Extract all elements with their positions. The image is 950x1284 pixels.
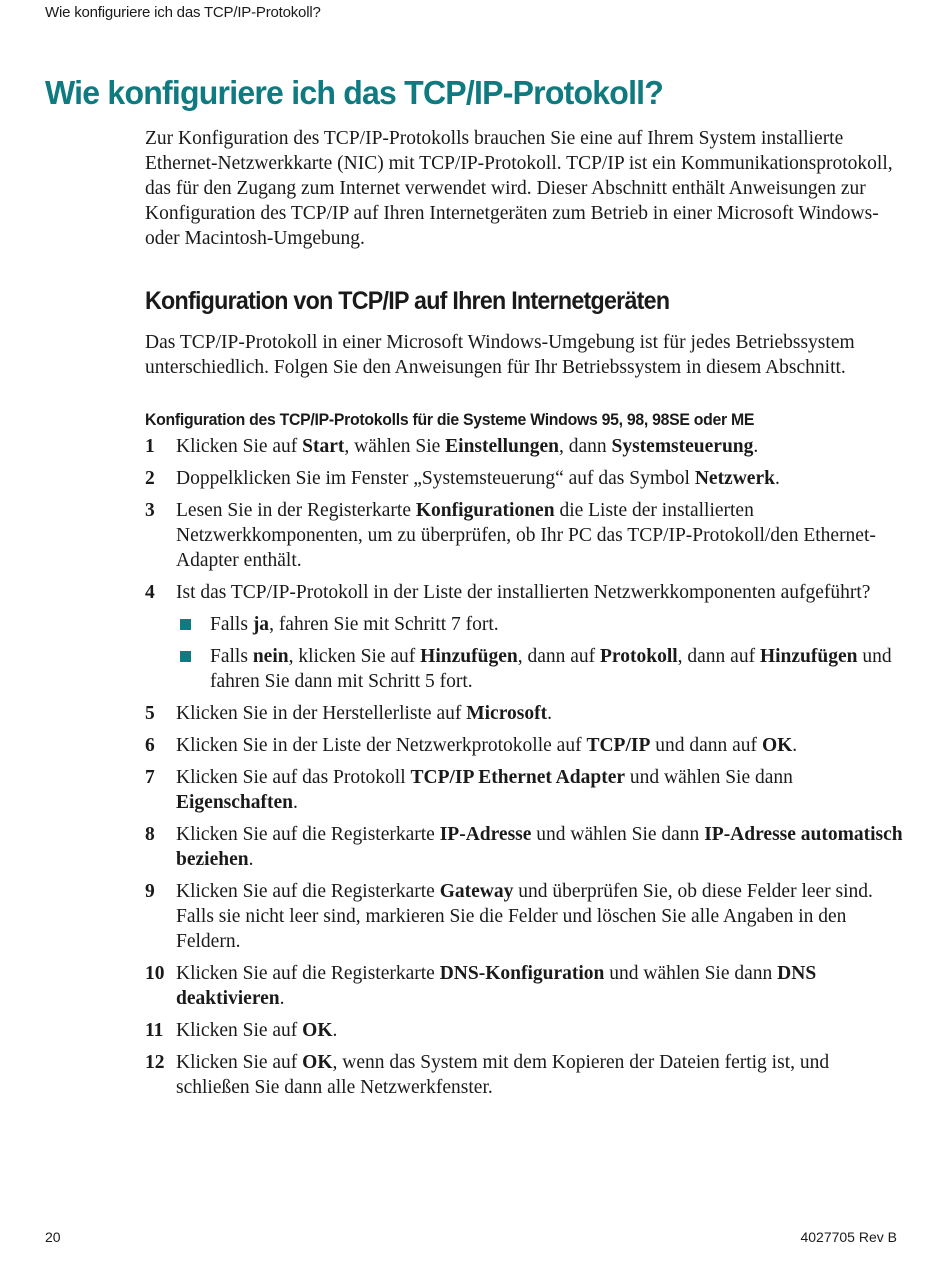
step-text: Klicken Sie auf die Registerkarte (176, 881, 440, 902)
emphasis-text: OK (761, 735, 793, 756)
step-number: 8 (145, 824, 155, 845)
emphasis-text: IP-Adresse (439, 824, 532, 845)
step-body (176, 735, 797, 756)
emphasis-text: TCP/IP Ethernet Adapter (410, 767, 626, 788)
step-item (145, 580, 905, 694)
step-text: , wenn das System mit dem Kopieren der Dateien fertig ist, und schließen Sie dann alle Netzwerkfenster. (176, 1052, 830, 1098)
square-bullet-icon (180, 651, 191, 662)
emphasis-text: TCP/IP (586, 735, 651, 756)
emphasis-text: Hinzufügen (420, 646, 518, 667)
step-item (145, 466, 905, 491)
bullet-item (176, 612, 905, 637)
step-text: . (279, 988, 285, 1009)
running-header: Wie konfiguriere ich das TCP/IP-Protokoll? (45, 4, 321, 21)
bullet-list (176, 612, 905, 694)
step-text: Klicken Sie auf das Protokoll (176, 767, 411, 788)
step-number: 2 (145, 468, 155, 489)
emphasis-text: IP-Adresse automatisch beziehen (176, 824, 903, 870)
bullet-item (176, 644, 905, 694)
step-text: , klicken Sie auf (288, 646, 421, 667)
emphasis-text: Systemsteuerung (611, 436, 754, 457)
step-text: , fahren Sie mit Schritt 7 fort. (269, 614, 499, 635)
step-text: . (547, 703, 552, 724)
step-body (176, 582, 870, 603)
emphasis-text: DNS-Konfiguration (439, 963, 605, 984)
step-body (176, 963, 816, 1009)
step-number: 10 (145, 963, 165, 984)
step-body (176, 500, 876, 571)
emphasis-text: Hinzufügen (759, 646, 858, 667)
step-text: Klicken Sie auf (176, 1020, 303, 1041)
step-number: 3 (145, 500, 155, 521)
step-item (145, 1050, 905, 1100)
emphasis-text: Konfigurationen (415, 500, 555, 521)
step-text: die Liste der installierten Netzwerkkomponenten, um zu überprüfen, ob Ihr PC das TCP/IP-Protokoll/den Ethernet-Adapter enthält. (176, 500, 876, 571)
step-item (145, 434, 905, 459)
step-text: , dann (558, 436, 612, 457)
step-item (145, 961, 905, 1011)
steps-list (145, 434, 905, 1100)
step-number: 11 (145, 1020, 164, 1041)
step-text: , dann auf (517, 646, 601, 667)
step-text: , dann auf (677, 646, 760, 667)
step-text: Klicken Sie auf die Registerkarte (176, 963, 440, 984)
step-text: Falls (210, 614, 253, 635)
step-text: und wählen Sie dann (604, 963, 778, 984)
step-text: Ist das TCP/IP-Protokoll in der Liste der installierten Netzwerkkomponenten aufgeführt? (176, 582, 871, 603)
step-item (145, 822, 905, 872)
step-text: . (332, 1020, 338, 1041)
section-intro-paragraph: Das TCP/IP-Protokoll in einer Microsoft Windows-Umgebung ist für jedes Betriebssystem unterschiedlich. Folgen Sie den Anweisungen für Ihr Betriebssystem in diesem Abschnitt. (145, 332, 855, 378)
step-item (145, 701, 905, 726)
step-number: 6 (145, 735, 155, 756)
step-item (145, 879, 905, 954)
step-body (176, 824, 903, 870)
step-body (176, 1052, 829, 1098)
step-number: 9 (145, 881, 155, 902)
step-item (145, 765, 905, 815)
emphasis-text: Start (302, 436, 345, 457)
step-text: und wählen Sie dann (531, 824, 705, 845)
step-text: . (792, 735, 798, 756)
step-text: , wählen Sie (344, 436, 446, 457)
step-text: . (753, 436, 759, 457)
step-text: . (774, 468, 780, 489)
document-id: 4027705 Rev B (800, 1229, 897, 1245)
step-text: und überprüfen Sie, ob diese Felder leer sind. Falls sie nicht leer sind, markieren Sie die Felder und löschen Sie alle Angaben in den Feldern. (176, 881, 873, 952)
page-number: 20 (45, 1229, 61, 1245)
step-number: 4 (145, 582, 155, 603)
step-text: Klicken Sie auf (176, 1052, 303, 1073)
step-body (176, 1020, 337, 1041)
step-body (176, 436, 758, 457)
step-text: Lesen Sie in der Registerkarte (176, 500, 416, 521)
step-text: Falls (210, 646, 253, 667)
square-bullet-icon (180, 619, 191, 630)
emphasis-text: DNS deaktivieren (176, 963, 817, 1009)
step-text: Klicken Sie auf die Registerkarte (176, 824, 440, 845)
emphasis-text: OK (302, 1020, 333, 1041)
step-text: und fahren Sie dann mit Schritt 5 fort. (210, 646, 892, 692)
step-text: . (248, 849, 254, 870)
emphasis-text: Eigenschaften (176, 792, 293, 813)
step-text: Klicken Sie auf (176, 436, 303, 457)
subsection-heading: Konfiguration des TCP/IP-Protokolls für die Systeme Windows 95, 98, 98SE oder ME (145, 410, 755, 429)
step-item (145, 498, 905, 573)
emphasis-text: ja (252, 614, 270, 635)
intro-paragraph: Zur Konfiguration des TCP/IP-Protokolls brauchen Sie eine auf Ihrem System installierte Ethernet-Netzwerkkarte (NIC) mit TCP/IP-Protokoll. TCP/IP ist ein Kommunikationsprotokoll, das für den Zugang zum Internet verwendet wird. Dieser Abschnitt enthält Anweisungen zur Konfiguration des TCP/IP auf Ihren Internetgeräten zum Betrieb in einer Microsoft Windows- oder Macintosh-Umgebung. (145, 128, 893, 249)
section-heading: Konfiguration von TCP/IP auf Ihren Internetgeräten (145, 287, 670, 315)
emphasis-text: Microsoft (466, 703, 548, 724)
step-number: 5 (145, 703, 155, 724)
emphasis-text: OK (302, 1052, 333, 1073)
step-text: Doppelklicken Sie im Fenster „Systemsteuerung“ auf das Symbol (176, 468, 695, 489)
step-text: . (293, 792, 298, 813)
page-title: Wie konfiguriere ich das TCP/IP-Protokoll? (45, 74, 664, 111)
step-body (176, 468, 780, 489)
main-content (145, 126, 905, 1107)
step-body (176, 767, 793, 813)
step-body (176, 703, 552, 724)
emphasis-text: Netzwerk (694, 468, 775, 489)
step-text: Klicken Sie in der Herstellerliste auf (176, 703, 467, 724)
step-text: Klicken Sie in der Liste der Netzwerkprotokolle auf (176, 735, 587, 756)
step-body (176, 881, 873, 952)
step-number: 1 (145, 436, 155, 457)
emphasis-text: Protokoll (600, 646, 678, 667)
emphasis-text: Gateway (439, 881, 514, 902)
step-item (145, 1018, 905, 1043)
step-number: 7 (145, 767, 155, 788)
step-text: und dann auf (650, 735, 762, 756)
step-text: und wählen Sie dann (625, 767, 793, 788)
emphasis-text: nein (252, 646, 289, 667)
emphasis-text: Einstellungen (445, 436, 559, 457)
step-number: 12 (145, 1052, 165, 1073)
step-item (145, 733, 905, 758)
